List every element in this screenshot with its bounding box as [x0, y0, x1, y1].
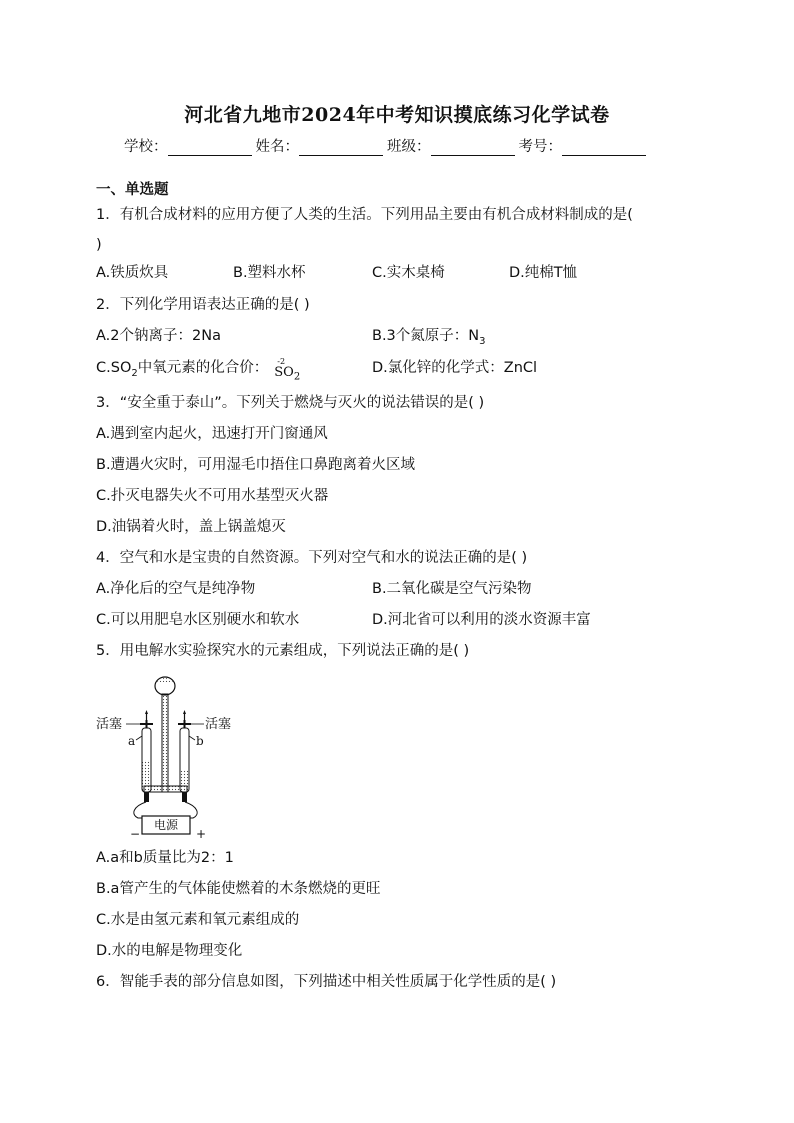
- q6-stem: 6．智能手表的部分信息如图，下列描述中相关性质属于化学性质的是( ): [96, 974, 557, 990]
- label-tube-a: a: [128, 734, 136, 748]
- q3-option-b: B.遭遇火灾时，可用湿毛巾捂住口鼻跑离着火区域: [96, 457, 416, 473]
- exam-no-blank[interactable]: [562, 141, 646, 156]
- label-minus: −: [130, 827, 141, 840]
- section-heading: 一、单选题: [96, 182, 169, 198]
- label-plus: +: [196, 827, 207, 840]
- q4-option-c: C.可以用肥皂水区别硬水和软水: [96, 612, 300, 628]
- q2-option-d: D.氯化锌的化学式：ZnCl: [372, 360, 538, 376]
- q2-option-a: A.2个钠离子：2Na: [96, 328, 221, 344]
- q5-stem: 5．用电解水实验探究水的元素组成，下列说法正确的是( ): [96, 643, 470, 659]
- q1-option-d: D.纯棉T恤: [509, 265, 578, 281]
- student-info-row: [124, 135, 650, 156]
- class-label: 班级：: [387, 139, 431, 155]
- class-blank[interactable]: [431, 141, 515, 156]
- electrolysis-diagram: [96, 668, 246, 840]
- q5-option-d: D.水的电解是物理变化: [96, 943, 243, 959]
- valve-right: [178, 720, 191, 728]
- q1-option-a: A.铁质炊具: [96, 265, 169, 281]
- q3-option-c: C.扑灭电器失火不可用水基型灭火器: [96, 488, 329, 504]
- name-label: 姓名：: [255, 139, 299, 155]
- q2-option-b: B.3个氮原子：$N_3$: [372, 328, 486, 347]
- name-blank[interactable]: [299, 141, 383, 156]
- school-blank[interactable]: [168, 141, 252, 156]
- electrode-right: [182, 792, 187, 802]
- electrode-left: [144, 792, 149, 802]
- bottom-connector: [144, 786, 187, 792]
- q4-option-a: A.净化后的空气是纯净物: [96, 581, 256, 597]
- q1-option-b: B.塑料水杯: [233, 265, 306, 281]
- center-tube: [162, 694, 168, 792]
- oxidation-state-formula: -2 $SO_2$: [274, 357, 301, 383]
- q3-stem: 3．“安全重于泰山”。下列关于燃烧与灭火的说法错误的是( ): [96, 395, 485, 411]
- q1-stem-cont: ): [96, 237, 102, 253]
- page-title: 河北省九地市2024年中考知识摸底练习化学试卷: [184, 104, 610, 126]
- label-tube-b: b: [196, 734, 204, 748]
- q1-option-c: C.实木桌椅: [372, 265, 445, 281]
- q3-option-d: D.油锅着火时，盖上锅盖熄灭: [96, 519, 286, 535]
- exam-no-label: 考号：: [518, 139, 562, 155]
- label-right-valve: 活塞: [205, 717, 232, 732]
- q5-option-a: A.a和b质量比为2：1: [96, 850, 234, 866]
- valve-left: [140, 720, 153, 728]
- q4-option-b: B.二氧化碳是空气污染物: [372, 581, 532, 597]
- q4-option-d: D.河北省可以利用的淡水资源丰富: [372, 612, 591, 628]
- q2-option-c: $C.SO_2$中氧元素的化合价： -2 $SO_2$: [96, 359, 300, 383]
- q2-stem: 2．下列化学用语表达正确的是( ): [96, 297, 310, 313]
- school-label: 学校：: [124, 139, 168, 155]
- q1-stem: 1．有机合成材料的应用方便了人类的生活。下列用品主要由有机合成材料制成的是(: [96, 207, 633, 223]
- q3-option-a: A.遇到室内起火，迅速打开门窗通风: [96, 426, 328, 442]
- label-power: 电源: [153, 818, 179, 832]
- q4-stem: 4．空气和水是宝贵的自然资源。下列对空气和水的说法正确的是( ): [96, 550, 528, 566]
- q5-option-c: C.水是由氢元素和氧元素组成的: [96, 912, 300, 928]
- q5-option-b: B.a管产生的气体能使燃着的木条燃烧的更旺: [96, 881, 381, 897]
- label-left-valve: 活塞: [96, 717, 123, 732]
